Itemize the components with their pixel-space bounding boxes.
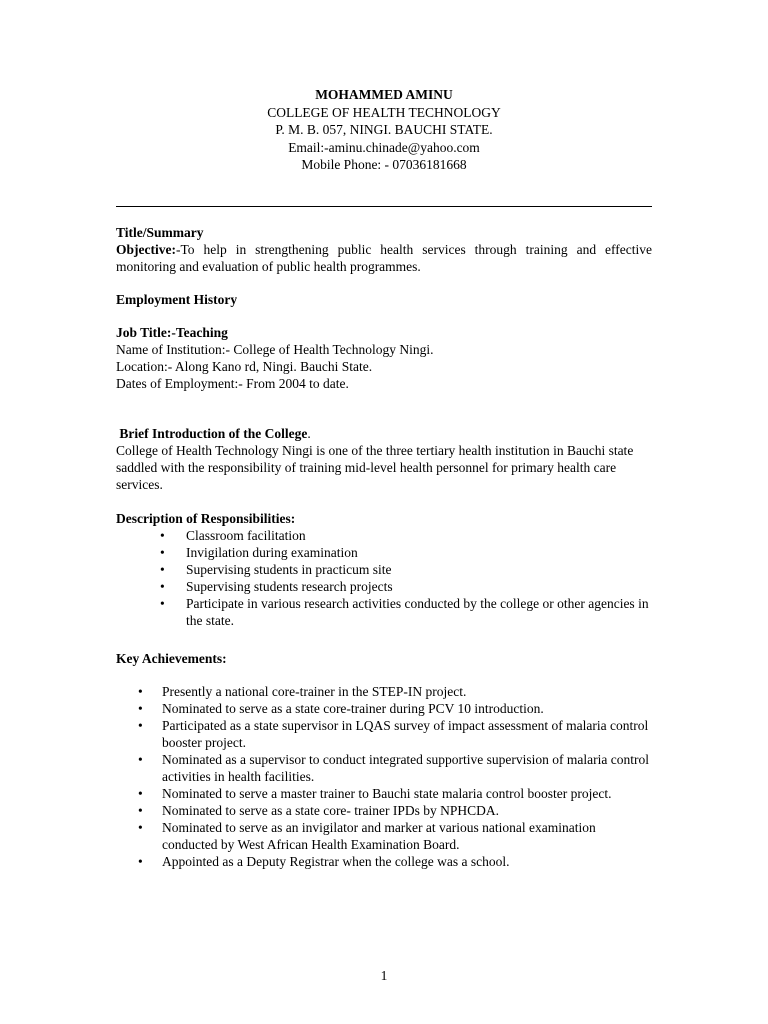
bullet-icon: • (138, 718, 143, 733)
bullet-icon: • (160, 579, 165, 594)
college-intro-section (116, 425, 652, 493)
resume-header (116, 86, 652, 174)
list-item: • Supervising students in practicum site (160, 562, 392, 577)
intro-heading-line (116, 425, 652, 442)
employment-history-heading (116, 291, 652, 308)
list-item: • Participate in various research activities conducted by the college or other agencies in the state. (160, 596, 649, 628)
employment-details (116, 324, 652, 392)
bullet-icon: • (138, 786, 143, 801)
bullet-icon: • (138, 820, 143, 835)
objective-text: -To help in strengthening public health services through training and effective monitoring and evaluation of public health programmes. (116, 242, 652, 274)
objective-paragraph (116, 241, 652, 275)
bullet-icon: • (160, 545, 165, 560)
list-item: • Nominated to serve as a state core-trainer during PCV 10 introduction. (138, 701, 544, 716)
list-item: • Nominated to serve a master trainer to Bauchi state malaria control booster project. (138, 786, 612, 801)
list-item: • Supervising students research projects (160, 579, 393, 594)
mobile-phone: Mobile Phone: - 07036181668 (301, 157, 467, 172)
list-item: • Appointed as a Deputy Registrar when the college was a school. (138, 854, 510, 869)
responsibilities-list (116, 527, 652, 629)
bullet-icon: • (160, 528, 165, 543)
bullet-icon: • (138, 752, 143, 767)
achievements-section (116, 683, 652, 870)
bullet-icon: • (160, 562, 165, 577)
institution-line: Name of Institution:- College of Health Technology Ningi. (116, 342, 434, 357)
summary-section (116, 224, 652, 275)
list-item: • Participated as a state supervisor in LQAS survey of impact assessment of malaria control booster project. (138, 718, 649, 750)
achievements-list (116, 683, 652, 870)
location-line: Location:- Along Kano rd, Ningi. Bauchi State. (116, 359, 373, 374)
institution-name: COLLEGE OF HEALTH TECHNOLOGY (267, 104, 501, 120)
list-item: • Nominated to serve as a state core- trainer IPDs by NPHCDA. (138, 803, 500, 818)
responsibilities-section (116, 510, 652, 629)
intro-heading-period: . (307, 426, 311, 441)
list-item: • Nominated as a supervisor to conduct integrated supportive supervision of malaria control activities in health facilities. (138, 752, 649, 784)
list-item: • Classroom facilitation (160, 528, 306, 543)
employment-heading: Employment History (116, 292, 238, 307)
bullet-icon: • (138, 684, 143, 699)
bullet-icon: • (138, 854, 143, 869)
dates-line: Dates of Employment:- From 2004 to date. (116, 376, 349, 391)
email-address: Email:-aminu.chinade@yahoo.com (288, 139, 480, 155)
intro-heading: Brief Introduction of the College (119, 426, 308, 441)
achievements-heading: Key Achievements: (116, 651, 227, 666)
bullet-icon: • (160, 596, 165, 611)
responsibilities-heading: Description of Responsibilities: (116, 511, 296, 526)
bullet-icon: • (138, 701, 143, 716)
bullet-icon: • (138, 803, 143, 818)
list-item: • Presently a national core-trainer in the STEP-IN project. (138, 684, 467, 699)
applicant-name: MOHAMMED AMINU (315, 87, 453, 102)
intro-paragraph: College of Health Technology Ningi is one of the three tertiary health institution in Bauchi state saddled with the responsibility of training mid-level health personnel for primary health care services. (116, 443, 634, 492)
list-item: • Nominated to serve as an invigilator and marker at various national examination conducted by West African Health Examination Board. (138, 820, 596, 852)
list-item: • Invigilation during examination (160, 545, 358, 560)
key-achievements-heading (116, 650, 652, 667)
header-divider (116, 206, 652, 207)
job-title: Job Title:-Teaching (116, 325, 228, 340)
postal-address: P. M. B. 057, NINGI. BAUCHI STATE. (275, 122, 493, 137)
objective-label: Objective: (116, 242, 176, 257)
page-number: 1 (380, 968, 388, 983)
summary-heading: Title/Summary (116, 225, 204, 240)
